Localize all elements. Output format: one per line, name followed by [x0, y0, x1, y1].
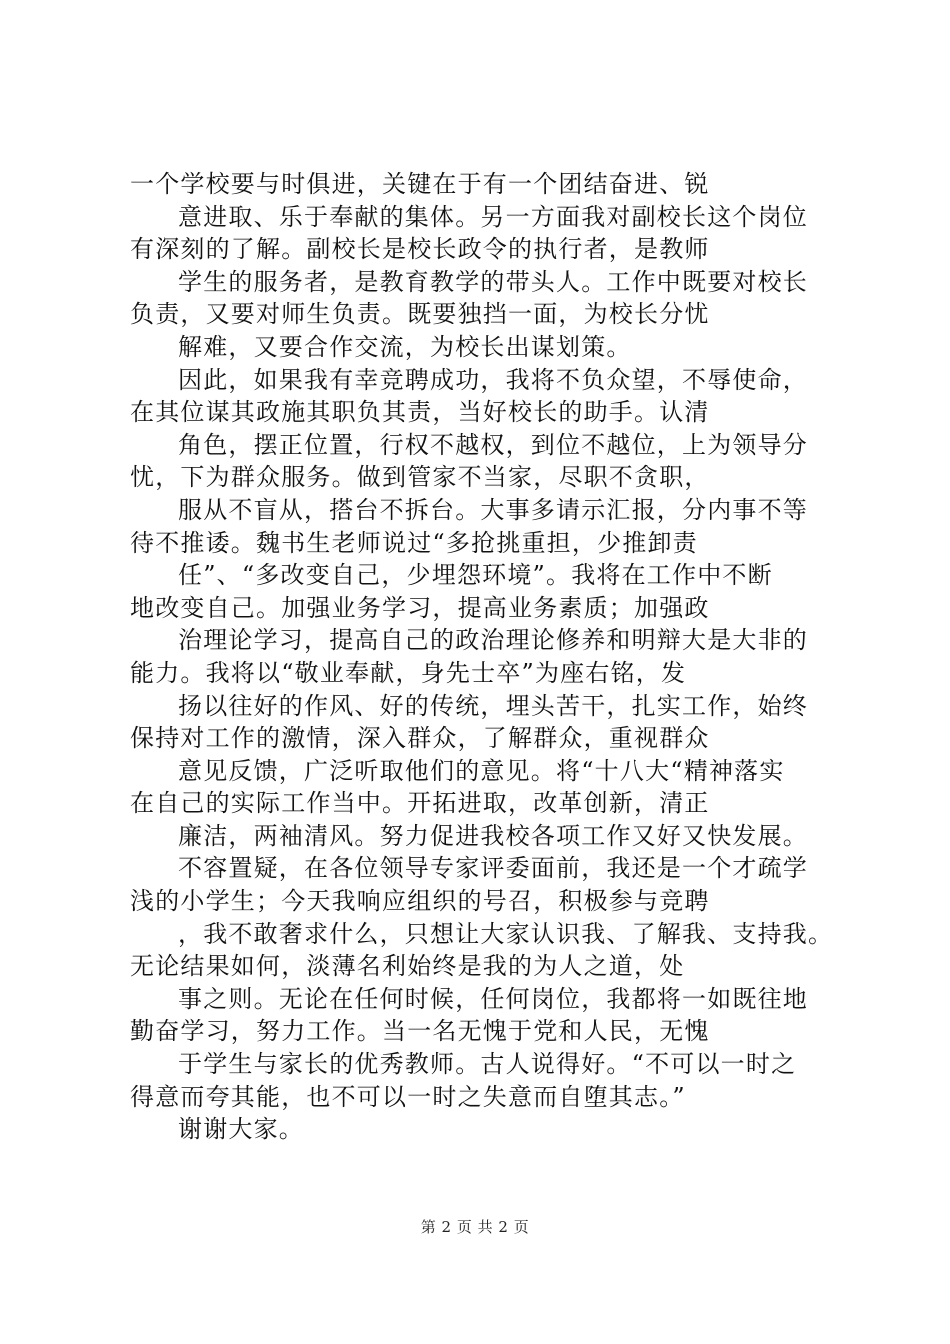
text-line: 于学生与家长的优秀教师。古人说得好。“不可以一时之: [178, 1050, 797, 1079]
text-line: 治理论学习，提高自己的政治理论修养和明辩大是大非的: [178, 626, 808, 655]
text-line: 意见反馈，广泛听取他们的意见。将“十八大“精神落实: [178, 756, 785, 785]
text-line: 扬以往好的作风、好的传统，埋头苦干，扎实工作，始终: [178, 691, 808, 720]
text-line: 负责，又要对师生负责。既要独挡一面，为校长分忧: [130, 300, 710, 329]
text-line: 待不推诿。魏书生老师说过“多抢挑重担，少推卸责: [130, 528, 698, 557]
document-body: [130, 168, 850, 1146]
text-line: 不容置疑，在各位领导专家评委面前，我还是一个才疏学: [178, 854, 808, 883]
text-line: 廉洁，两袖清风。努力促进我校各项工作又好又快发展。: [178, 821, 808, 850]
text-line: 得意而夸其能，也不可以一时之失意而自堕其志。”: [130, 1082, 686, 1111]
text-line: 勤奋学习，努力工作。当一名无愧于党和人民，无愧: [130, 1017, 710, 1046]
text-line: 解难，又要合作交流，为校长出谋划策。: [178, 332, 632, 361]
text-line: ，我不敢奢求什么，只想让大家认识我、了解我、支持我。: [178, 919, 834, 948]
text-line: 服从不盲从，搭台不拆台。大事多请示汇报，分内事不等: [178, 495, 808, 524]
text-line: 任”、“多改变自己，少埋怨环境”。我将在工作中不断: [178, 561, 773, 590]
text-line: 一个学校要与时俱进，关键在于有一个团结奋进、锐: [130, 170, 710, 198]
text-line: 忧，下为群众服务。做到管家不当家，尽职不贪职，: [130, 463, 710, 492]
text-line: 无论结果如何，淡薄名利始终是我的为人之道，处: [130, 952, 685, 981]
text-line: 事之则。无论在任何时候，任何岗位，我都将一如既往地: [178, 984, 808, 1013]
text-line: 有深刻的了解。副校长是校长政令的执行者，是教师: [130, 235, 710, 264]
text-line: 在其位谋其政施其职负其责，当好校长的助手。认清: [130, 398, 710, 427]
text-line: 浅的小学生；今天我响应组织的号召，积极参与竞聘: [130, 887, 710, 916]
text-line: 意进取、乐于奉献的集体。另一方面我对副校长这个岗位: [178, 202, 808, 231]
text-line: 能力。我将以“敬业奉献，身先士卒”为座右铭，发: [130, 658, 687, 687]
text-line: 在自己的实际工作当中。开拓进取，改革创新，清正: [130, 789, 710, 818]
text-line: 因此，如果我有幸竞聘成功，我将不负众望，不辱使命，: [178, 365, 808, 394]
text-line: 地改变自己。加强业务学习，提高业务素质；加强政: [130, 593, 710, 622]
text-line: 保持对工作的激情，深入群众，了解群众，重视群众: [130, 724, 710, 753]
text-line: 谢谢大家。: [178, 1115, 304, 1144]
page-footer: 第 2 页 共 2 页: [420, 1218, 530, 1236]
text-line: 角色，摆正位置，行权不越权，到位不越位，上为领导分: [178, 430, 808, 459]
text-line: 学生的服务者，是教育教学的带头人。工作中既要对校长: [178, 267, 808, 296]
